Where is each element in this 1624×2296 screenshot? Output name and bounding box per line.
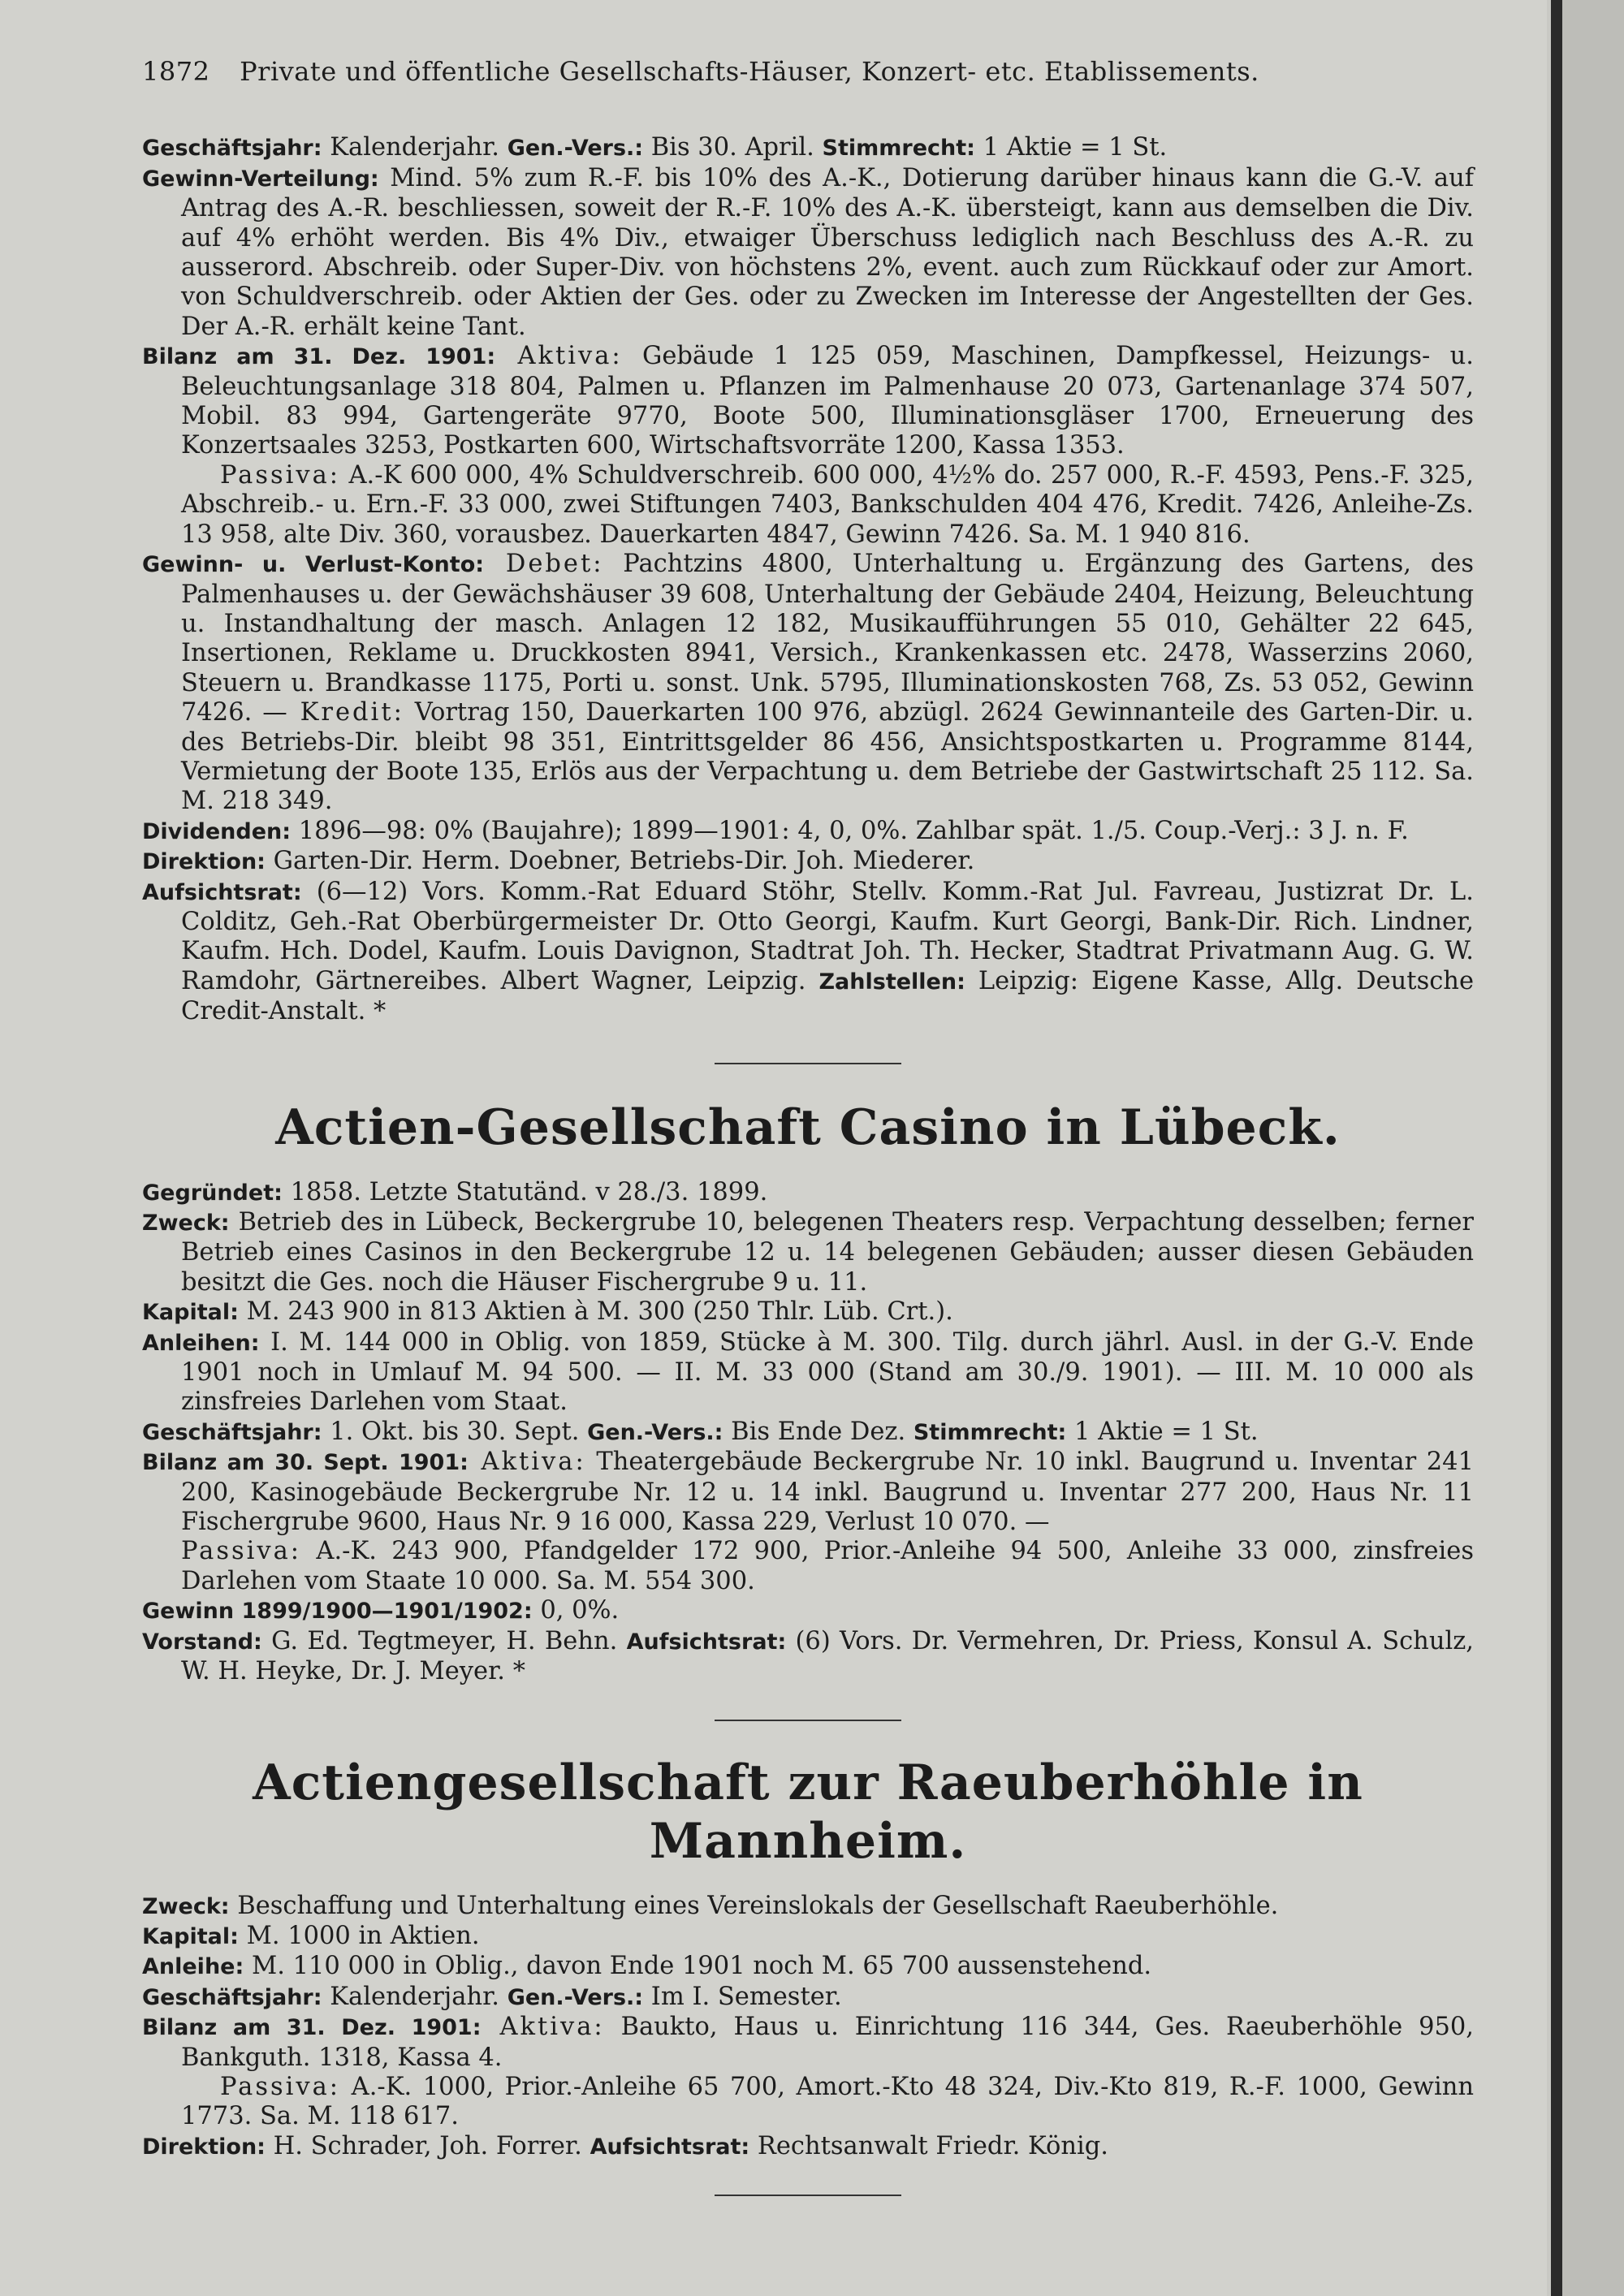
- company-title: Actien-Gesellschaft Casino in Lübeck.: [275, 1098, 1341, 1156]
- label-bilanz: Bilanz am 31. Dez. 1901:: [142, 2015, 482, 2041]
- entry-text: Vortrag 150, Dauerkarten 100 976, abzügl. 2624 Gewinnanteile des Garten-Dir. u. des Betriebs-Dir. bleibt 98 351, Eintrittsgelder 86 456, Ansichtspostkarten u. Programme 8144, Vermietung der Boote 135, Erlös aus der Verpachtung u. dem Betriebe der Gastwirtschaft 25 112. Sa. M. 218 349.: [181, 698, 1474, 816]
- label-gewinn-verteilung: Gewinn-Verteilung:: [142, 166, 379, 192]
- entry-text: (6—12) Vors. Komm.-Rat Eduard Stöhr, Stellv. Komm.-Rat Jul. Favreau, Justizrat Dr. L. Colditz, Geh.-Rat Oberbürgermeister Dr. Otto Georgi, Kaufm. Kurt Georgi, Bank-Dir. Rich. Lindner, Kaufm. Hch. Dodel, Kaufm. Louis Davignon, Stadtrat Joh. Th. Hecker, Stadtrat Privatmann Aug. G. W. Ramdohr, Gärtnereibes. Albert Wagner, Leipzig.: [181, 877, 1474, 995]
- entry-text: Mind. 5% zum R.-F. bis 10% des A.-K., Dotierung darüber hinaus kann die G.-V. auf Antrag des A.-R. beschliessen, soweit der R.-F. 10% des A.-K. übersteigt, kann aus demselben die Div. auf 4% erhöht werden. Bis 4% Div., etwaiger Überschuss lediglich nach Beschluss des A.-R. zu ausserord. Abschreib. oder Super-Div. von höchstens 2%, event. auch zum Rückkauf oder zur Amort. von Schuldverschreib. oder Aktien der Ges. oder zu Zwecken im Interesse der Angestellten der Ges. Der A.-R. erhält keine Tant.: [181, 163, 1474, 341]
- label-zahlstellen: Zahlstellen:: [818, 969, 965, 995]
- label-gen-vers: Gen.-Vers.:: [507, 1984, 644, 2010]
- entry-kapital: [142, 1922, 1474, 1952]
- label-zweck: Zweck:: [142, 1211, 230, 1236]
- entry-bilanz: [142, 342, 1474, 461]
- entry-text: Kalenderjahr.: [322, 1982, 508, 2011]
- label-kapital: Kapital:: [142, 1923, 239, 1949]
- section-divider: [715, 2195, 901, 2196]
- section-divider: [715, 1063, 901, 1064]
- label-geschaeftsjahr: Geschäftsjahr:: [142, 136, 322, 162]
- label-vorstand: Vorstand:: [142, 1629, 262, 1655]
- label-zweck: Zweck:: [142, 1893, 230, 1919]
- entry-text: M. 110 000 in Oblig., davon Ende 1901 noch M. 65 700 aussenstehend.: [244, 1952, 1152, 1981]
- entry-passiva: [142, 1537, 1474, 1596]
- label-bilanz: Bilanz am 31. Dez. 1901:: [142, 344, 496, 370]
- entry-gewinn-verlust-konto: [142, 550, 1474, 817]
- label-passiva: Passiva:: [220, 2072, 341, 2101]
- entry-gewinn-verteilung: [142, 164, 1474, 342]
- entry-kapital: [142, 1297, 1474, 1327]
- page-content: [142, 57, 1474, 2229]
- label-bilanz: Bilanz am 30. Sept. 1901:: [142, 1450, 469, 1476]
- label-direktion: Direktion:: [142, 849, 266, 875]
- label-anleihe: Anleihe:: [142, 1954, 244, 1980]
- entry-text: Theatergebäude Beckergrube Nr. 10 inkl. Baugrund u. Inventar 241 200, Kasinogebäude Beckergrube Nr. 12 u. 14 inkl. Baugrund u. Inventar 277 200, Haus Nr. 11 Fischergrube 9600, Haus Nr. 9 16 000, Kassa 229, Verlust 10 070. —: [181, 1448, 1474, 1537]
- label-gewinn: Gewinn 1899/1900—1901/1902:: [142, 1599, 533, 1625]
- label-gen-vers: Gen.-Vers.:: [587, 1419, 723, 1445]
- entry-text: 1858. Letzte Statutänd. v 28./3. 1899.: [282, 1177, 768, 1206]
- entry-geschaeftsjahr: [142, 1418, 1474, 1448]
- entry-gewinn: [142, 1596, 1474, 1626]
- entry-gegruendet: [142, 1178, 1474, 1208]
- entry-text: A.-K. 243 900, Pfandgelder 172 900, Prior.-Anleihe 94 500, Anleihe 33 000, zinsfreies Darlehen vom Staate 10 000. Sa. M. 554 300.: [181, 1537, 1474, 1595]
- section-divider: [715, 1720, 901, 1721]
- entry-text: A.-K. 1000, Prior.-Anleihe 65 700, Amort.-Kto 48 324, Div.-Kto 819, R.-F. 1000, Gewinn 1773. Sa. M. 118 617.: [181, 2072, 1474, 2131]
- entry-anleihe: [142, 1952, 1474, 1982]
- entry-geschaeftsjahr: [142, 133, 1474, 163]
- entry-zweck: [142, 1208, 1474, 1297]
- label-geschaeftsjahr: Geschäftsjahr:: [142, 1419, 322, 1445]
- entry-text: (6) Vors. Dr. Vermehren, Dr. Priess, Konsul A. Schulz, W. H. Heyke, Dr. J. Meyer. *: [181, 1626, 1474, 1686]
- entry-passiva: [142, 2073, 1474, 2132]
- entry-geschaeftsjahr: [142, 1983, 1474, 2013]
- entry-text: Beschaffung und Unterhaltung eines Vereinslokals der Gesellschaft Raeuberhöhle.: [229, 1891, 1279, 1920]
- entry-text: Leipzig: Eigene Kasse, Allg. Deutsche Credit-Anstalt. *: [181, 966, 1474, 1026]
- scan-margin: [1562, 0, 1624, 2296]
- entry-text: 1 Aktie = 1 St.: [974, 133, 1168, 162]
- section-casino-luebeck: [142, 1098, 1474, 1687]
- entry-text: Rechtsanwalt Friedr. König.: [749, 2131, 1109, 2160]
- entry-text: M. 1000 in Aktien.: [238, 1921, 480, 1950]
- entry-text: 1 Aktie = 1 St.: [1066, 1417, 1259, 1446]
- entry-text: Betrieb des in Lübeck, Beckergrube 10, belegenen Theaters resp. Verpachtung desselben; ferner Betrieb eines Casinos in den Beckergrube 12 u. 14 belegenen Gebäuden; ausser diesen Gebäuden besitzt die Ges. noch die Häuser Fischergrube 9 u. 11.: [181, 1208, 1474, 1297]
- label-aufsichtsrat: Aufsichtsrat:: [626, 1629, 787, 1655]
- entry-text: Garten-Dir. Herm. Doebner, Betriebs-Dir. Joh. Miederer.: [265, 847, 975, 876]
- label-aktiva: Aktiva:: [468, 1448, 586, 1477]
- section-raeuberhoehle-mannheim: [142, 1754, 1474, 2163]
- label-kapital: Kapital:: [142, 1300, 239, 1326]
- label-aktiva: Aktiva:: [481, 2013, 605, 2042]
- entry-text: Gebäude 1 125 059, Maschinen, Dampfkessel, Heizungs- u. Beleuchtungsanlage 318 804, Palmen u. Pflanzen im Palmenhause 20 073, Gartenanlage 374 507, Mobil. 83 994, Gartengeräte 9770, Boote 500, Illuminationsgläser 1700, Erneuerung des Konzertsaales 3253, Postkarten 600, Wirtschaftsvorräte 1200, Kassa 1353.: [181, 342, 1474, 460]
- label-aktiva: Aktiva:: [495, 342, 623, 371]
- entry-text: 0, 0%.: [532, 1596, 620, 1625]
- entry-text: Baukto, Haus u. Einrichtung 116 344, Ges. Raeuberhöhle 950, Bankguth. 1318, Kassa 4.: [181, 2013, 1475, 2072]
- entry-text: A.-K 600 000, 4% Schuldverschreib. 600 000, 4½% do. 257 000, R.-F. 4593, Pens.-F. 325, Abschreib.- u. Ern.-F. 33 000, zwei Stiftungen 7403, Bankschulden 404 476, Kredit. 7426, Anleihe-Zs. 13 958, alte Div. 360, vorausbez. Dauerkarten 4847, Gewinn 7426. Sa. M. 1 940 816.: [181, 460, 1474, 549]
- book-spine-shadow: [1551, 0, 1562, 2296]
- label-stimmrecht: Stimmrecht:: [822, 136, 975, 162]
- label-gegruendet: Gegründet:: [142, 1180, 283, 1206]
- label-anleihen: Anleihen:: [142, 1330, 260, 1356]
- label-direktion: Direktion:: [142, 2134, 266, 2160]
- entry-text: M. 243 900 in 813 Aktien à M. 300 (250 Thlr. Lüb. Crt.).: [238, 1297, 953, 1327]
- label-kredit: Kredit:: [287, 698, 404, 727]
- section-leipzig-continuation: [142, 133, 1474, 1026]
- entry-bilanz: [142, 2013, 1474, 2073]
- entry-text: Bis Ende Dez.: [723, 1417, 914, 1446]
- label-gen-vers: Gen.-Vers.:: [507, 136, 644, 162]
- label-aufsichtsrat: Aufsichtsrat:: [142, 879, 302, 905]
- company-title: Actiengesellschaft zur Raeuberhöhle in Mannheim.: [253, 1754, 1363, 1870]
- entry-direktion: [142, 847, 1474, 877]
- entry-text: Pachtzins 4800, Unterhaltung u. Ergänzung des Gartens, des Palmenhauses u. der Gewächshäuser 39 608, Unterhaltung der Gebäude 2404, Heizung, Beleuchtung u. Instandhaltung der masch. Anlagen 12 182, Musikaufführungen 55 010, Gehälter 22 645, Insertionen, Reklame u. Druckkosten 8941, Versich., Krankenkassen etc. 2478, Wasserzins 2060, Steuern u. Brandkasse 1175, Porti u. sonst. Unk. 5795, Illuminationskosten 768, Zs. 53 052, Gewinn 7426. —: [181, 550, 1474, 727]
- label-passiva: Passiva:: [181, 1537, 302, 1566]
- entry-text: 1. Okt. bis 30. Sept.: [322, 1417, 588, 1446]
- entry-passiva: [142, 461, 1474, 550]
- entry-text: 1896—98: 0% (Baujahre); 1899—1901: 4, 0, 0%. Zahlbar spät. 1./5. Coup.-Verj.: 3 J. n. F.: [291, 816, 1409, 845]
- entry-text: Im I. Semester.: [643, 1982, 842, 2011]
- entry-direktion: [142, 2132, 1474, 2162]
- entry-text: Kalenderjahr.: [322, 133, 508, 162]
- entry-text: H. Schrader, Joh. Forrer.: [265, 2131, 590, 2160]
- entry-bilanz: [142, 1448, 1474, 1537]
- entry-dividenden: [142, 817, 1474, 847]
- page-number: 1872: [142, 56, 210, 87]
- page-header: [142, 57, 1474, 86]
- label-geschaeftsjahr: Geschäftsjahr:: [142, 1984, 322, 2010]
- running-title: Private und öffentliche Gesellschafts-Häuser, Konzert- etc. Etablissements.: [240, 56, 1259, 87]
- entry-text: I. M. 144 000 in Oblig. von 1859, Stücke à M. 300. Tilg. durch jährl. Ausl. in der G.-V. Ende 1901 noch in Umlauf M. 94 500. — II. M. 33 000 (Stand am 30./9. 1901). — III. M. 10 000 als zinsfreies Darlehen vom Staat.: [181, 1327, 1474, 1417]
- entry-text: G. Ed. Tegtmeyer, H. Behn.: [261, 1626, 627, 1655]
- label-dividenden: Dividenden:: [142, 818, 292, 844]
- entry-zweck: [142, 1892, 1474, 1922]
- label-passiva: Passiva:: [220, 460, 341, 490]
- entry-aufsichtsrat: [142, 878, 1474, 1027]
- label-stimmrecht: Stimmrecht:: [913, 1419, 1067, 1445]
- label-gewinn-verlust-konto: Gewinn- u. Verlust-Konto:: [142, 552, 485, 578]
- label-aufsichtsrat: Aufsichtsrat:: [590, 2134, 750, 2160]
- label-debet: Debet:: [484, 550, 604, 579]
- entry-text: Bis 30. April.: [643, 133, 823, 162]
- entry-anleihen: [142, 1328, 1474, 1418]
- entry-vorstand: [142, 1627, 1474, 1687]
